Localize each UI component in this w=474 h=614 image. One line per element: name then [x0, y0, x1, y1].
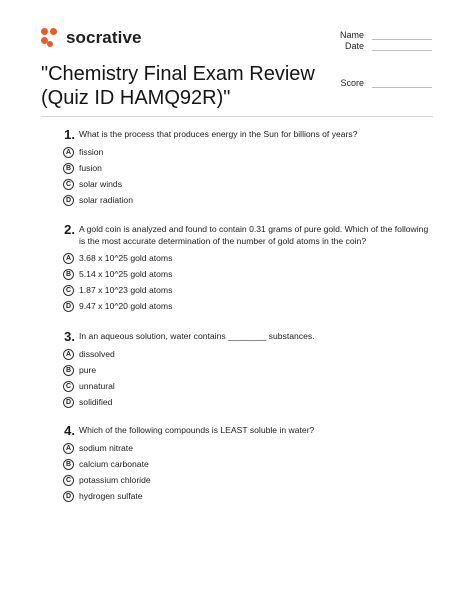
- name-field: [340, 30, 432, 40]
- option-text: potassium chloride: [79, 475, 151, 485]
- question-4: [41, 425, 433, 504]
- option-bubble: A: [63, 349, 74, 360]
- answer-option: [63, 250, 433, 266]
- answer-option: [63, 298, 433, 314]
- option-bubble: A: [63, 443, 74, 454]
- option-text: 5.14 x 10^25 gold atoms: [79, 269, 173, 279]
- option-bubble: B: [63, 269, 74, 280]
- option-bubble: D: [63, 301, 74, 312]
- answer-option: [63, 440, 433, 456]
- option-text: unnatural: [79, 381, 115, 391]
- option-text: solidified: [79, 397, 113, 407]
- question-number: 3.: [64, 329, 75, 344]
- option-bubble: A: [63, 147, 74, 158]
- date-field: [345, 41, 432, 51]
- option-text: pure: [79, 365, 97, 375]
- option-bubble: D: [63, 397, 74, 408]
- question-text: What is the process that produces energy in the Sun for billions of years?: [79, 129, 358, 139]
- answer-option: [63, 472, 433, 488]
- socrative-logo-icon: [41, 28, 61, 48]
- option-bubble: C: [63, 475, 74, 486]
- option-text: solar radiation: [79, 195, 133, 205]
- answer-option: [63, 282, 433, 298]
- option-bubble: D: [63, 195, 74, 206]
- answer-option: [63, 144, 433, 160]
- question-text: In an aqueous solution, water contains ________ substances.: [79, 331, 315, 341]
- option-text: calcium carbonate: [79, 459, 149, 469]
- answer-option: [63, 346, 433, 362]
- date-label: Date: [344, 41, 364, 51]
- option-bubble: D: [63, 491, 74, 502]
- answer-option: [63, 266, 433, 282]
- score-field: [340, 78, 432, 88]
- question-3: [41, 331, 433, 410]
- brand-name: socrative: [66, 28, 142, 47]
- answer-option: [63, 160, 433, 176]
- option-text: dissolved: [79, 349, 115, 359]
- question-text: Which of the following compounds is LEAST soluble in water?: [79, 425, 315, 435]
- option-text: fusion: [79, 163, 102, 173]
- option-text: 3.68 x 10^25 gold atoms: [79, 253, 173, 263]
- option-bubble: B: [63, 365, 74, 376]
- question-number: 1.: [64, 127, 75, 142]
- option-text: 1.87 x 10^23 gold atoms: [79, 285, 173, 295]
- question-text: A gold coin is analyzed and found to contain 0.31 grams of pure gold. Which of the following is the most accurate determination of the number of gold atoms in the coin?: [79, 224, 429, 246]
- question-number: 2.: [64, 222, 75, 237]
- socrative-logo: [41, 28, 142, 48]
- answer-option: [63, 394, 433, 410]
- name-line: [372, 31, 432, 40]
- answer-option: [63, 192, 433, 208]
- answer-option: [63, 362, 433, 378]
- name-label: Name: [339, 30, 364, 40]
- score-line: [372, 79, 432, 88]
- date-line: [372, 42, 432, 51]
- question-2: [41, 224, 433, 314]
- option-bubble: B: [63, 163, 74, 174]
- question-number: 4.: [64, 423, 75, 438]
- answer-option: [63, 456, 433, 472]
- option-text: solar winds: [79, 179, 122, 189]
- answer-option: [63, 378, 433, 394]
- score-label: Score: [340, 78, 364, 88]
- option-bubble: C: [63, 381, 74, 392]
- answer-option: [63, 488, 433, 504]
- option-text: sodium nitrate: [79, 443, 133, 453]
- option-text: fission: [79, 147, 104, 157]
- option-bubble: A: [63, 253, 74, 264]
- option-bubble: B: [63, 459, 74, 470]
- question-1: [41, 129, 433, 208]
- option-bubble: C: [63, 179, 74, 190]
- answer-option: [63, 176, 433, 192]
- header-divider: [41, 116, 433, 117]
- option-bubble: C: [63, 285, 74, 296]
- option-text: 9.47 x 10^20 gold atoms: [79, 301, 173, 311]
- option-text: hydrogen sulfate: [79, 491, 143, 501]
- quiz-title: "Chemistry Final Exam Review (Quiz ID HAMQ92R)": [41, 63, 315, 109]
